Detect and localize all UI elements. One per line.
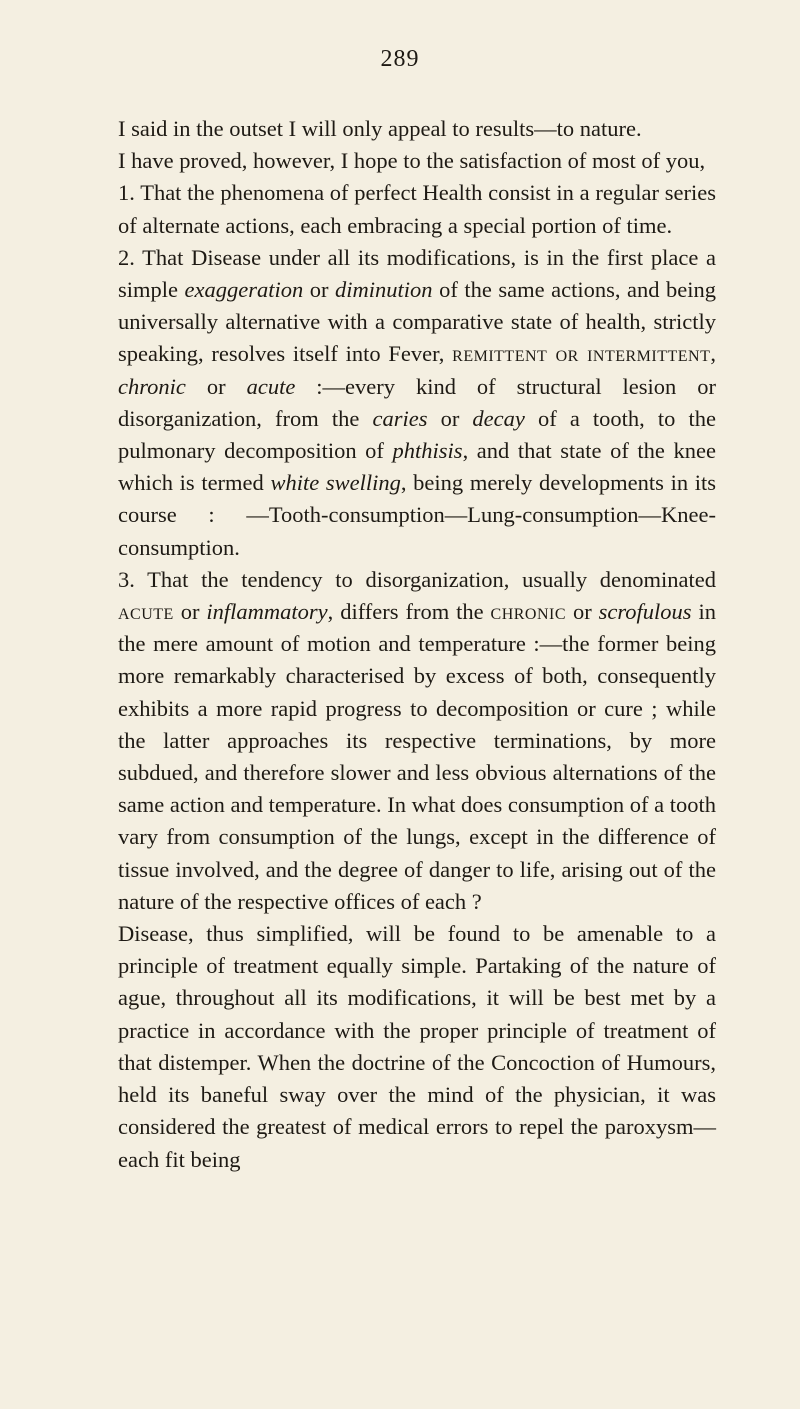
text-segment: or: [185, 373, 247, 399]
text-segment: of a tooth, to the pulmonary decomposition of: [118, 405, 716, 464]
italic-text: caries: [372, 405, 428, 431]
text-segment: I said in the outset I will only appeal to results—to nature.: [118, 116, 642, 141]
text-segment: , being merely developments in its course : —Tooth-consumption—Lung-consumption—Knee-consumption.: [118, 470, 717, 560]
text-segment: or: [427, 405, 473, 431]
smallcaps-text: chronic: [490, 599, 567, 625]
text-segment: or: [566, 599, 599, 625]
smallcaps-text: acute: [118, 599, 174, 625]
body-text: [118, 113, 716, 1176]
paragraph: [118, 242, 716, 564]
text-segment: or: [173, 599, 207, 625]
italic-text: phthisis: [392, 438, 463, 464]
page-number: 289: [380, 46, 420, 72]
text-segment: , and that state of the knee which is termed: [118, 438, 716, 496]
text-segment: :—every kind of structural lesion or disorganization, from the: [118, 373, 716, 431]
text-segment: 3. That the tendency to disorganization, usually denominated: [118, 566, 716, 592]
paragraph: [118, 113, 716, 145]
paragraph: [118, 918, 716, 1176]
text-segment: of the same actions, and being universally alternative with a comparative state of health, strictly speaking, resolves itself into Fever,: [118, 277, 717, 367]
italic-text: diminution: [335, 277, 433, 303]
text-segment: ,: [710, 341, 717, 367]
italic-text: acute: [246, 373, 296, 399]
italic-text: chronic: [118, 373, 186, 399]
italic-text: decay: [472, 405, 525, 431]
text-segment: Disease, thus simplified, will be found to be amenable to a principle of treatment equally simple. Partaking of the nature of ague, throughout all its modifications, it will be best met by a practice in accordance with the proper principle of treatment of that distemper. When the doctrine of the Concoction of Humours, held its baneful sway over the mind of the physician, it was considered the greatest of medical errors to repel the paroxysm—each fit being: [118, 921, 716, 1172]
smallcaps-text: remittent or intermittent: [452, 341, 711, 367]
text-segment: , differs from the: [327, 599, 491, 625]
italic-text: exaggeration: [184, 277, 304, 303]
text-segment: or: [303, 277, 336, 303]
text-segment: 2. That Disease under all its modifications, is in the first place a simple: [118, 244, 716, 303]
italic-text: white swelling: [270, 470, 401, 496]
text-segment: I have proved, however, I hope to the satisfaction of most of you,: [118, 148, 706, 174]
paragraph: [118, 177, 716, 241]
paragraph: [118, 564, 716, 918]
paragraph: [118, 145, 716, 177]
italic-text: scrofulous: [598, 599, 692, 625]
text-segment: in the mere amount of motion and temperature :—the former being more remarkably characterised by excess of both, consequently exhibits a more rapid progress to decomposition or cure ; while the latter approaches its respective terminations, by more subdued, and therefore slower and less obvious alternations of the same action and temperature. In what does consumption of a tooth vary from consumption of the lungs, except in the difference of tissue involved, and the degree of danger to life, arising out of the nature of the respective offices of each ?: [118, 599, 716, 914]
text-segment: 1. That the phenomena of perfect Health consist in a regular series of alternate actions, each embracing a special portion of time.: [118, 180, 716, 238]
italic-text: inflammatory: [206, 599, 328, 625]
